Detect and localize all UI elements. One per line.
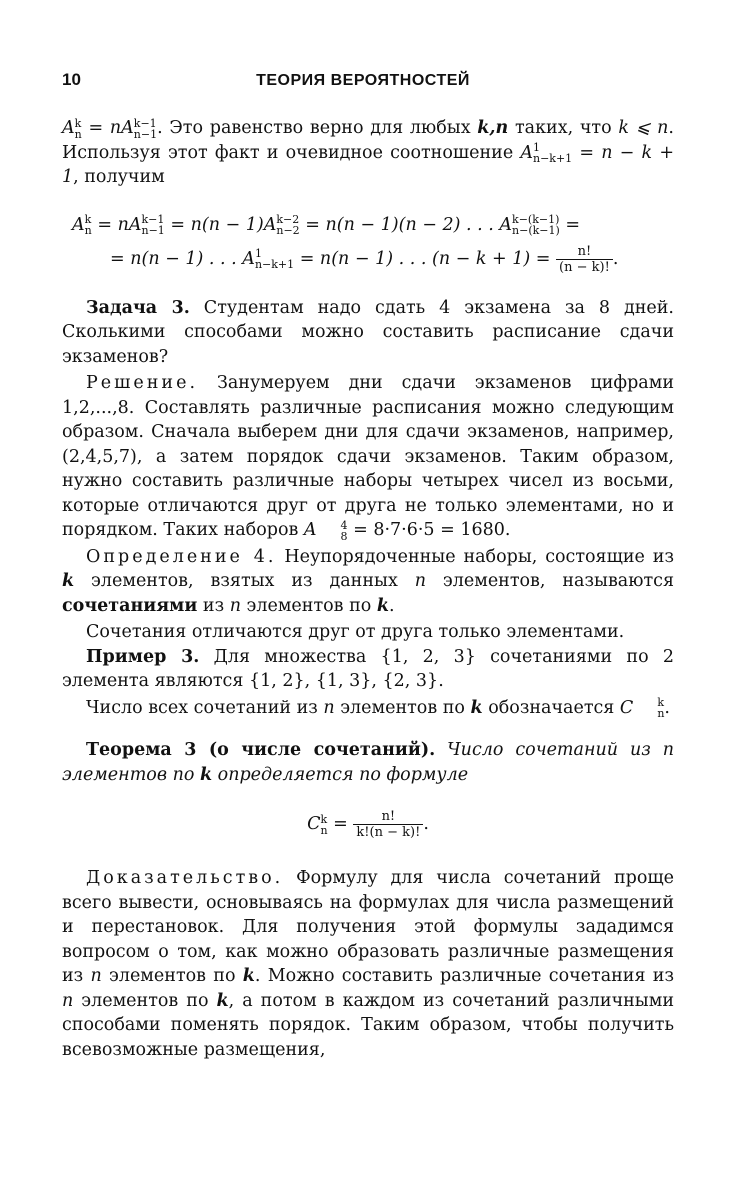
definition-4: Определение 4. Неупорядоченные наборы, состоящие из k элементов, взятых из данных n элементов, называются сочетаниями из n элементов по k. bbox=[62, 546, 675, 616]
task-3: Задача 3. Студентам надо сдать 4 экзамена за 8 дней. Сколькими способами можно составить расписание сдачи экзаменов? bbox=[62, 297, 674, 367]
theorem-3: Теорема 3 (о числе сочетаний). Число сочетаний из n элементов по k определяется по формуле bbox=[62, 740, 674, 785]
remark: Сочетания отличаются друг от друга только элементами. bbox=[86, 622, 625, 642]
display-equation-arrangements: A k n = nA k−1 n−1 = n(n − 1)A k−2 n−2 = n(n − 1)(n − 2) . . . A k−(k−1) n−(k−1) = = n(n − 1) . . . A 1 n−k+1 = n(n − 1) . . . (n − k + 1) = $\frac{n!}{(n - k)!}$ . bbox=[72, 213, 619, 275]
running-title: ТЕОРИЯ ВЕРОЯТНОСТЕЙ bbox=[256, 72, 470, 89]
page bbox=[62, 70, 674, 1062]
display-equation-combinations: C k n = $\frac{n!}{k!(n - k)!}$ . bbox=[307, 809, 429, 840]
page-number: 10 bbox=[62, 70, 81, 89]
solution: Решение. Занумеруем дни сдачи экзаменов цифрами 1,2,...,8. Составлять различные расписания можно следующим образом. Сначала выберем дни для сдачи экзаменов, например, (2,4,5,7), а затем порядок сдачи экзаменов. Таким образом, нужно составить различные наборы четырех чисел из восьми, которые отличаются друг от друга не только элементами, но и порядком. Таких наборов A 4 8 = 8·7·6·5 = 1680. bbox=[62, 373, 674, 543]
intro-paragraph: A k n = nA k−1 n−1 . Это равенство верно для любых k,n таких, что k ⩽ n. Используя этот факт и очевидное соотношение A 1 n−k+1 = n − k + 1, получим bbox=[62, 116, 674, 187]
notation: Число всех сочетаний из n элементов по k обозначается C k n . bbox=[86, 696, 670, 720]
example-3: Пример 3. Для множества {1, 2, 3} сочетаниями по 2 элемента являются {1, 2}, {1, 3}, {2, 3}. bbox=[62, 646, 674, 691]
proof: Доказательство. Формулу для числа сочетаний проще всего вывести, основываясь на формулах для числа размещений и перестановок. Для получения этой формулы зададимся вопросом о том, как можно образовать различные размещения из n элементов по k. Можно составить различные сочетания из n элементов по k, а потом в каждом из сочетаний различными способами поменять порядок. Таким образом, чтобы получить всевозможные размещения, bbox=[62, 868, 675, 1060]
math-symbol: A bbox=[62, 118, 75, 138]
fraction: $\frac{n!}{(n - k)!}$ bbox=[556, 244, 613, 275]
page-header bbox=[62, 70, 674, 96]
fraction: $\frac{n!}{k!(n - k)!}$ bbox=[353, 809, 423, 840]
